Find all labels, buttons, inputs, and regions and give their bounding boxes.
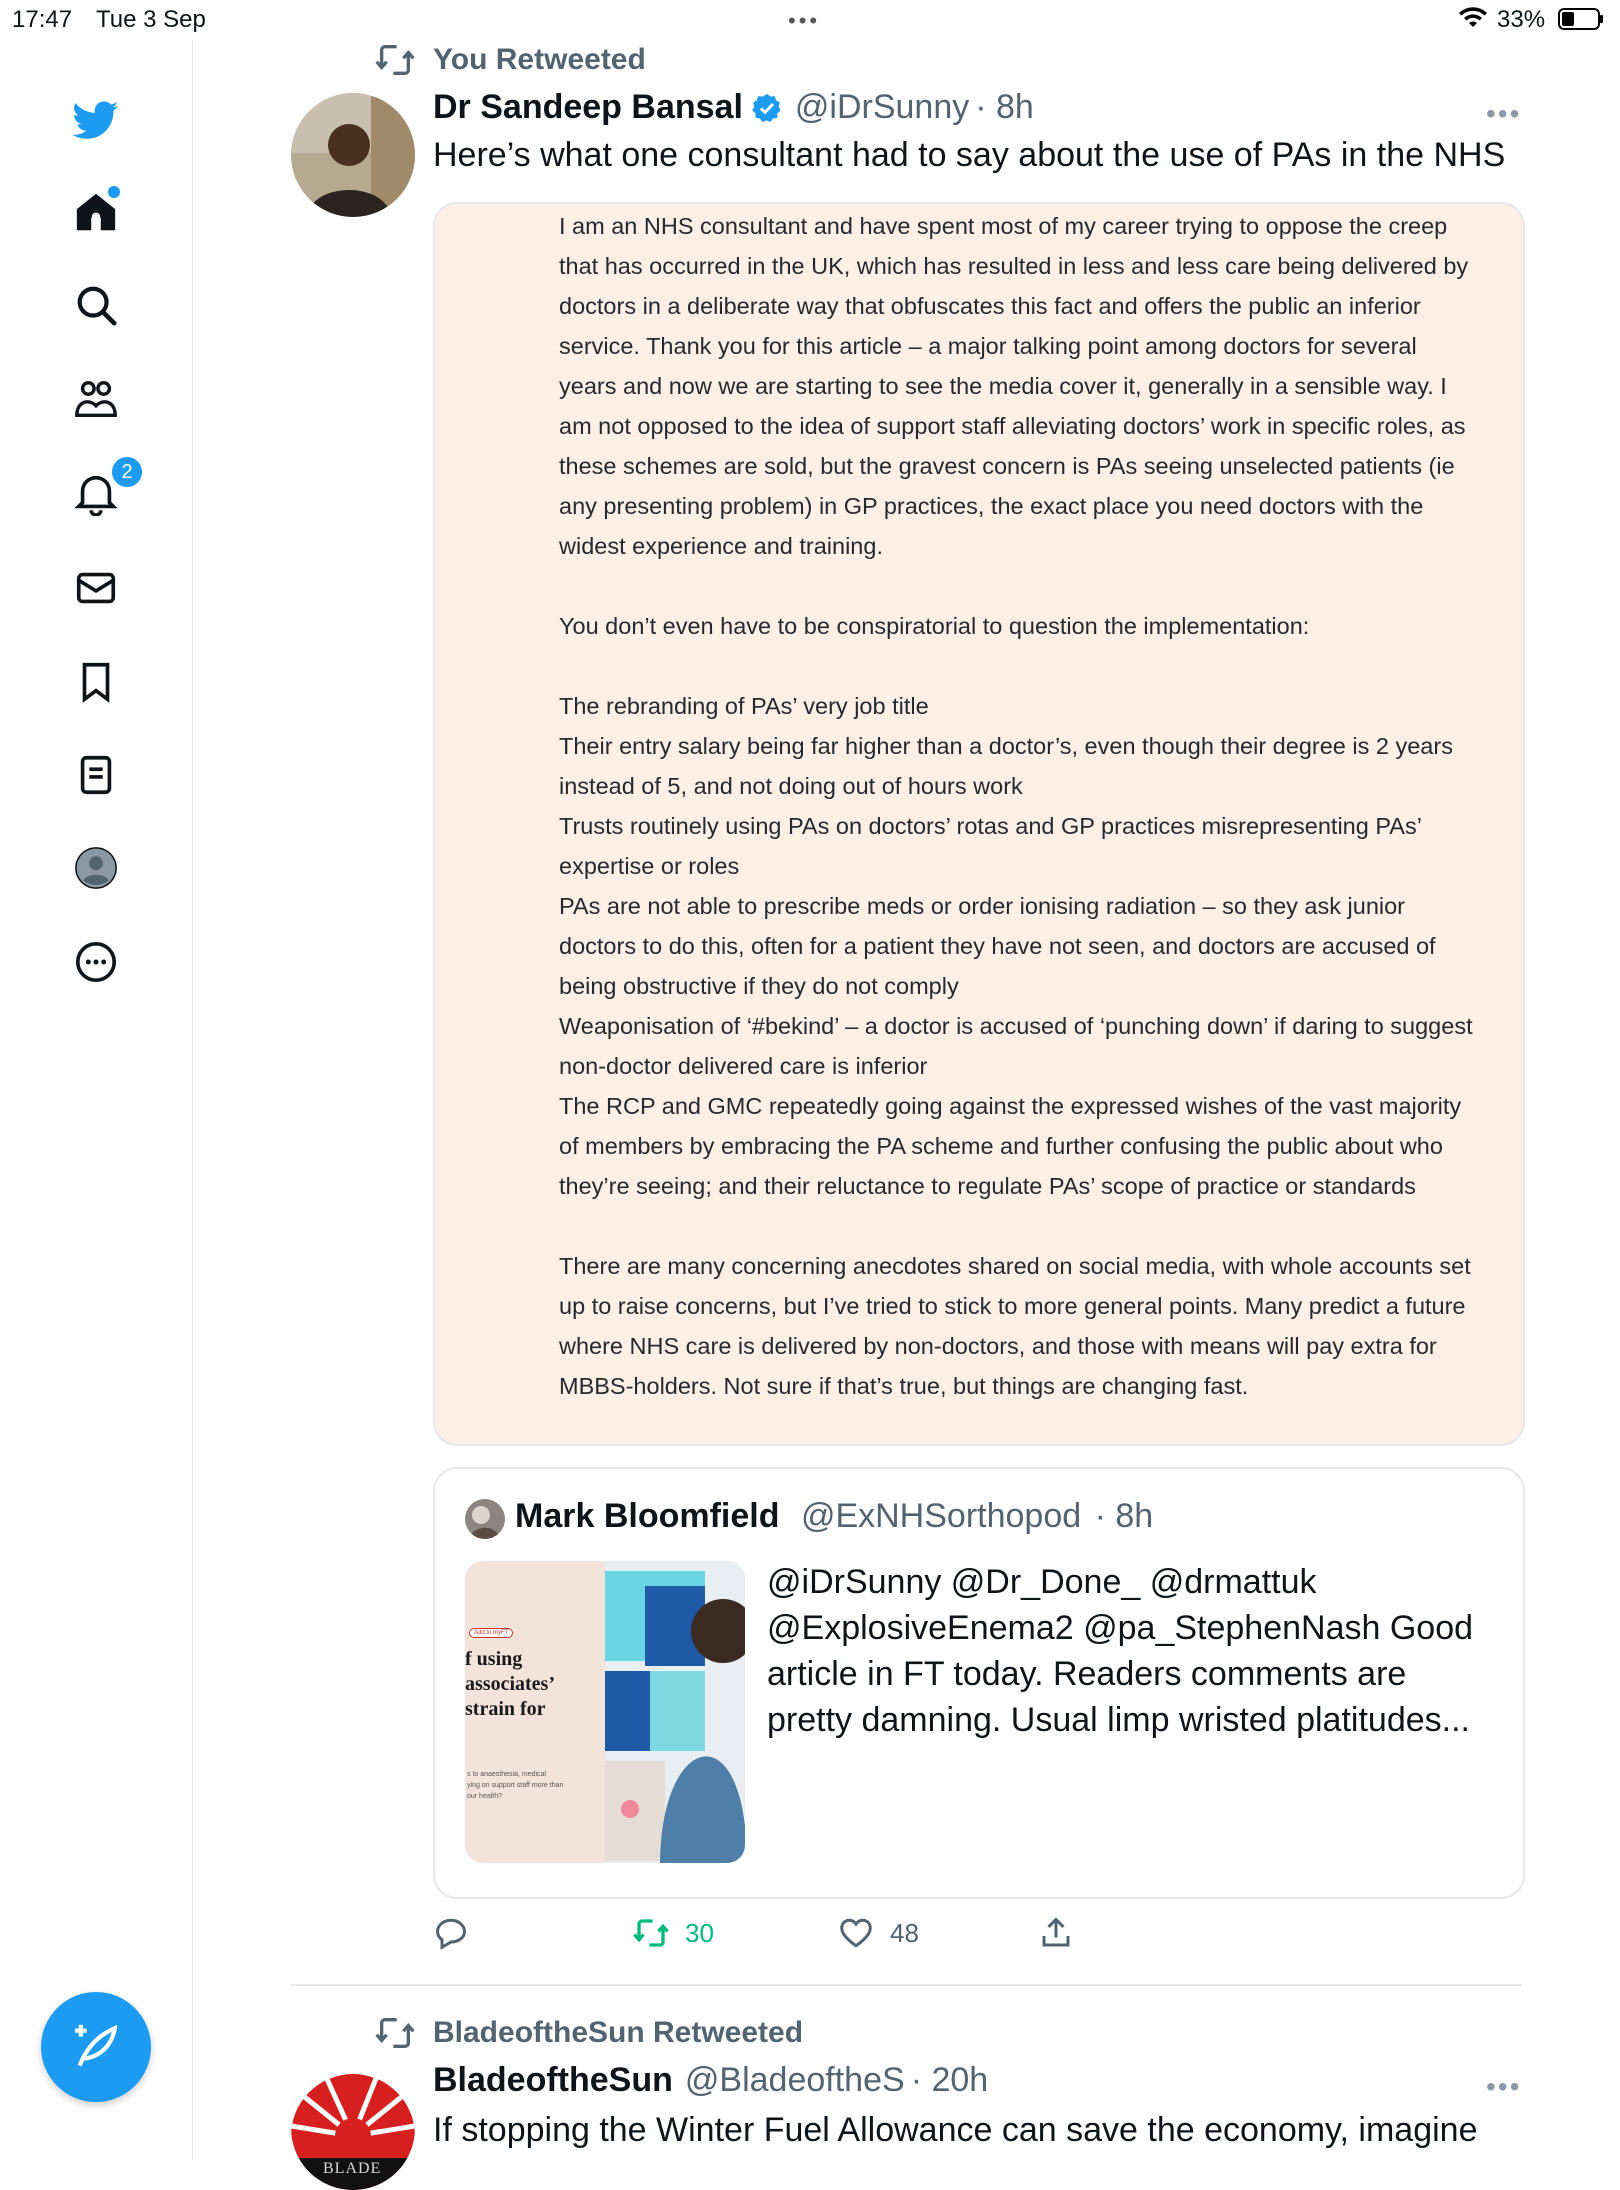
notifications-badge: 2 [110, 455, 144, 489]
image-paragraph [559, 566, 1479, 606]
quoted-author-handle: @ExNHSorthopod [800, 1497, 1082, 1535]
multitasking-dots-icon[interactable]: ••• [788, 8, 821, 33]
quoted-author-name: Mark Bloomfield [515, 1497, 780, 1535]
thumb-tag: Add to myFT [469, 1628, 513, 1638]
tweet-divider [291, 1984, 1521, 1986]
tweet-time[interactable]: · 20h [910, 2061, 989, 2099]
avatar-text: BLADE [323, 2160, 382, 2177]
twitter-logo-icon[interactable] [66, 90, 126, 150]
retweeted-label: You Retweeted [433, 43, 646, 76]
image-text-content [559, 206, 1479, 1406]
author-handle[interactable]: @BladeoftheS [684, 2061, 905, 2099]
quoted-header [515, 1497, 1153, 1536]
quoted-tweet[interactable] [433, 1467, 1525, 1899]
quoted-tweet-text: @iDrSunny @Dr_Done_ @drmattuk @ExplosiveEnema2 @pa_StephenNash Good article in FT today. Readers comments are pretty damning. Usual limp wristed platitudes... [767, 1563, 1474, 1739]
tweet-header [433, 2061, 988, 2100]
reply-icon [433, 1915, 469, 1951]
profile-avatar-icon[interactable] [66, 838, 126, 898]
image-paragraph: The rebranding of PAs’ very job title [559, 693, 929, 719]
reply-button[interactable] [433, 1915, 485, 1951]
retweet-button[interactable] [633, 1915, 714, 1951]
thumb-headline-line: f using [465, 1648, 523, 1670]
retweet-icon [375, 40, 415, 80]
lists-icon[interactable] [66, 745, 126, 805]
status-date: Tue 3 Sep [96, 6, 206, 33]
tweet-more-icon[interactable]: ••• [1486, 2071, 1522, 2102]
image-paragraph: There are many concerning anecdotes shared on social media, with whole accounts set up to raise concerns, but I’ve tried to stick to more general points. Many predict a future where NHS care is delivered by non-doctors, and those with means will pay extra for MBBS-holders. Not sure if that’s true, but things are changing fast. [559, 1253, 1478, 1399]
tweet-text: Here’s what one consultant had to say about the use of PAs in the NHS [433, 136, 1506, 174]
search-icon[interactable] [66, 275, 126, 335]
thumb-headline-line: strain for [465, 1698, 546, 1720]
battery-icon [1558, 8, 1604, 30]
retweet-count: 30 [685, 1917, 714, 1948]
communities-icon[interactable] [66, 370, 126, 430]
thumb-caption-line: ying on support staff more than [467, 1782, 564, 1789]
author-avatar[interactable] [291, 93, 415, 217]
like-count: 48 [890, 1917, 919, 1948]
retweeted-context [375, 40, 646, 80]
author-avatar[interactable] [291, 2066, 415, 2190]
author-handle[interactable]: @iDrSunny [794, 88, 970, 126]
status-bar [0, 0, 1620, 40]
image-paragraph: Weaponisation of ‘#bekind’ – a doctor is accused of ‘punching down’ if daring to suggest non-doctor delivered care is inferior [559, 1013, 1480, 1079]
image-paragraph [559, 1206, 1479, 1246]
image-paragraph: I am an NHS consultant and have spent most of my career trying to oppose the creep that has occurred in the UK, which has resulted in less and less care being delivered by doctors in a deliberate way that obfuscates this fact and offers the public an inferior service. Thank you for this article – a major talking point among doctors for several years and now we are starting to see the media cover it, generally in a sensible way. I am not opposed to the idea of support staff alleviating doctors’ work in specific roles, as these schemes are sold, but the gravest concern is PAs seeing unselected patients (ie any presenting problem) in GP practices, the exact place you need doctors with the widest experience and training. [559, 213, 1475, 559]
home-icon[interactable] [66, 182, 126, 242]
more-options-icon[interactable] [66, 932, 126, 992]
thumb-caption-line: our health? [467, 1793, 503, 1800]
tweet-text: If stopping the Winter Fuel Allowance can save the economy, imagine [433, 2111, 1478, 2149]
retweeted-label: BladeoftheSun Retweeted [433, 2016, 804, 2049]
tweet-image[interactable] [433, 202, 1525, 1446]
home-unread-dot [106, 184, 122, 200]
compose-tweet-button[interactable] [41, 1992, 151, 2102]
sidebar [0, 40, 193, 2160]
tweet-more-icon[interactable]: ••• [1486, 98, 1522, 129]
quoted-tweet-time: · 8h [1094, 1497, 1154, 1535]
author-name[interactable]: BladeoftheSun [433, 2061, 673, 2099]
like-button[interactable] [838, 1915, 919, 1951]
tweet-time[interactable]: · 8h [975, 88, 1034, 126]
share-button[interactable] [1038, 1915, 1090, 1951]
compose-feather-icon [68, 2019, 124, 2075]
image-paragraph: PAs are not able to prescribe meds or order ionising radiation – so they ask junior doctors to do this, often for a patient they have not seen, and doctors are accused of being obstructive if they do not comply [559, 893, 1443, 999]
tweet-actions [433, 1915, 1533, 1965]
retweeted-context [375, 2013, 803, 2053]
author-name[interactable]: Dr Sandeep Bansal [433, 88, 743, 126]
messages-envelope-icon[interactable] [66, 558, 126, 618]
image-paragraph: Their entry salary being far higher than a doctor’s, even though their degree is 2 years instead of 5, and not doing out of hours work [559, 733, 1460, 799]
retweet-icon [375, 2013, 415, 2053]
status-time: 17:47 [12, 6, 73, 33]
image-paragraph [559, 646, 1479, 686]
heart-icon [838, 1915, 874, 1951]
bookmark-icon[interactable] [66, 652, 126, 712]
notifications-bell-icon[interactable] [66, 461, 133, 523]
image-paragraph: You don’t even have to be conspiratorial to question the implementation: [559, 613, 1310, 639]
share-icon [1038, 1915, 1074, 1951]
battery-percent: 33% [1497, 6, 1546, 33]
image-paragraph: The RCP and GMC repeatedly going against the expressed wishes of the vast majority of members by embracing the PA scheme and further confusing the public about who they’re seeing; and their reluctance to regulate PAs’ scope of practice or standards [559, 1093, 1468, 1199]
verified-badge-icon [751, 92, 783, 124]
retweet-active-icon [633, 1915, 669, 1951]
quoted-article-thumbnail [465, 1561, 745, 1863]
thumb-caption-line: s to anaesthesia, medical [467, 1771, 546, 1778]
thumb-headline-line: associates’ [465, 1673, 555, 1695]
image-paragraph: Trusts routinely using PAs on doctors’ rotas and GP practices misrepresenting PAs’ expertise or roles [559, 813, 1428, 879]
tweet-header [433, 88, 1034, 127]
wifi-icon [1458, 6, 1488, 30]
quoted-author-avatar [465, 1499, 505, 1539]
